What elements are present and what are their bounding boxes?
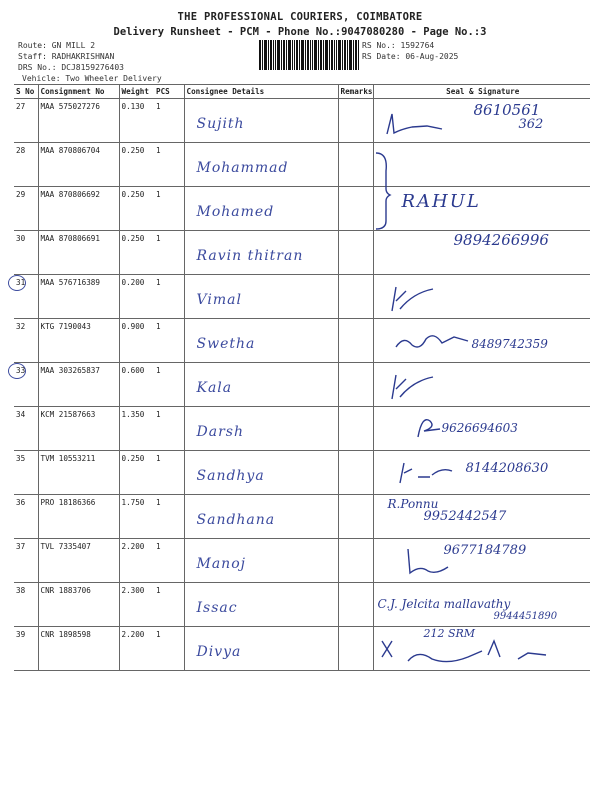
cell-remarks	[338, 627, 373, 671]
signature-phone: 9944451890	[493, 611, 558, 622]
cell-pcs: 1	[154, 451, 184, 495]
staff-label: Staff: RADHAKRISHNAN	[18, 52, 115, 61]
cell-remarks	[338, 583, 373, 627]
signature-note: 362	[518, 117, 544, 132]
circle-mark	[8, 363, 26, 379]
cell-signature	[373, 275, 590, 319]
table-row	[14, 275, 590, 319]
cell-consignment: MAA 303265837	[38, 363, 119, 407]
cell-weight: 0.250	[119, 187, 154, 231]
cell-sno: 36	[14, 495, 38, 539]
cell-pcs: 1	[154, 143, 184, 187]
cell-consignee	[184, 363, 338, 407]
circle-mark	[8, 275, 26, 291]
cell-pcs: 1	[154, 99, 184, 143]
cell-pcs: 1	[154, 275, 184, 319]
cell-consignee	[184, 407, 338, 451]
table-row	[14, 231, 590, 275]
cell-consignment: MAA 576716389	[38, 275, 119, 319]
cell-signature	[373, 143, 590, 187]
cell-remarks	[338, 187, 373, 231]
runsheet-title: Delivery Runsheet - PCM - Phone No.:9047080280 - Page No.:3	[113, 26, 487, 38]
cell-pcs: 1	[154, 363, 184, 407]
cell-sno	[14, 363, 38, 407]
cell-consignment: TVL 7335407	[38, 539, 119, 583]
cell-signature	[373, 627, 590, 671]
cell-consignee	[184, 275, 338, 319]
cell-sno: 30	[14, 231, 38, 275]
signature-scribble	[388, 371, 438, 401]
cell-consignment: KTG 7190043	[38, 319, 119, 363]
cell-remarks	[338, 143, 373, 187]
sno-value: 31	[16, 278, 26, 287]
col-header-pcs: PCS	[154, 85, 184, 99]
signature-scribble	[378, 635, 568, 667]
cell-consignment: PRO 18186366	[38, 495, 119, 539]
cell-sno: 32	[14, 319, 38, 363]
signature-note: 212 SRM	[423, 627, 476, 640]
signature-scribble	[388, 283, 438, 313]
cell-consignment: MAA 870806704	[38, 143, 119, 187]
cell-signature	[373, 539, 590, 583]
cell-consignee	[184, 451, 338, 495]
col-header-weight: Weight	[119, 85, 154, 99]
cell-consignment: MAA 575027276	[38, 99, 119, 143]
col-header-remarks: Remarks	[338, 85, 373, 99]
cell-sno: 39	[14, 627, 38, 671]
consignee-name: Mohammad	[196, 160, 289, 176]
cell-pcs: 1	[154, 231, 184, 275]
signature-phone: 9952442547	[423, 509, 507, 524]
cell-pcs: 1	[154, 627, 184, 671]
col-header-sno: S No	[14, 85, 38, 99]
cell-consignment: CNR 1883706	[38, 583, 119, 627]
signature-phone: 8610561	[473, 101, 541, 119]
cell-signature	[373, 407, 590, 451]
cell-pcs: 1	[154, 319, 184, 363]
consignee-name: Mohamed	[196, 204, 275, 220]
cell-signature	[373, 319, 590, 363]
cell-weight: 0.250	[119, 231, 154, 275]
cell-pcs: 1	[154, 187, 184, 231]
cell-consignee	[184, 539, 338, 583]
col-header-consignment: Consignment No	[38, 85, 119, 99]
cell-consignee	[184, 143, 338, 187]
table-row	[14, 407, 590, 451]
signature-name: R.Ponnu	[387, 497, 439, 511]
consignee-name: Issac	[196, 600, 238, 616]
cell-weight: 0.200	[119, 275, 154, 319]
signature-scribble	[394, 327, 474, 355]
consignee-name: Sandhya	[196, 468, 265, 484]
cell-signature	[373, 231, 590, 275]
cell-weight: 0.600	[119, 363, 154, 407]
consignee-name: Manoj	[196, 556, 246, 572]
cell-remarks	[338, 539, 373, 583]
drs-label: DRS No.: DCJ8159276403	[18, 63, 124, 72]
consignee-name: Divya	[196, 644, 242, 660]
table-row	[14, 583, 590, 627]
cell-sno: 27	[14, 99, 38, 143]
cell-weight: 0.250	[119, 451, 154, 495]
cell-sno: 35	[14, 451, 38, 495]
table-row	[14, 143, 590, 187]
col-header-signature: Seal & Signature	[373, 85, 590, 99]
cell-consignment: CNR 1898598	[38, 627, 119, 671]
table-row	[14, 187, 590, 231]
consignee-name: Ravin thitran	[196, 248, 304, 264]
signature-phone: 9677184789	[443, 543, 527, 558]
rs-date: RS Date: 06-Aug-2025	[362, 52, 459, 61]
route-label: Route: GN MILL 2	[18, 41, 96, 50]
cell-weight: 0.250	[119, 143, 154, 187]
cell-sno: 29	[14, 187, 38, 231]
cell-sno: 37	[14, 539, 38, 583]
cell-weight: 0.900	[119, 319, 154, 363]
cell-consignment: MAA 870806691	[38, 231, 119, 275]
cell-consignment: KCM 21587663	[38, 407, 119, 451]
cell-sno: 34	[14, 407, 38, 451]
consignee-name: Darsh	[196, 424, 244, 440]
cell-consignee	[184, 187, 338, 231]
cell-signature	[373, 363, 590, 407]
table-row	[14, 627, 590, 671]
rs-number: RS No.: 1592764	[362, 41, 435, 50]
consignee-name: Kala	[196, 380, 233, 396]
consignee-name: Swetha	[196, 336, 256, 352]
signature-name: RAHUL	[401, 191, 481, 212]
cell-consignee	[184, 231, 338, 275]
cell-weight: 2.200	[119, 627, 154, 671]
cell-weight: 2.200	[119, 539, 154, 583]
consignee-name: Sujith	[196, 116, 245, 132]
consignee-name: Vimal	[196, 292, 242, 308]
signature-name: C.J. Jelcita mallavathy	[377, 597, 511, 611]
cell-pcs: 1	[154, 583, 184, 627]
signature-phone: 9626694603	[441, 421, 518, 435]
cell-consignee	[184, 583, 338, 627]
cell-consignee	[184, 319, 338, 363]
table-row	[14, 495, 590, 539]
cell-pcs: 1	[154, 495, 184, 539]
cell-signature	[373, 451, 590, 495]
table-row	[14, 99, 590, 143]
cell-remarks	[338, 407, 373, 451]
runsheet-table	[14, 84, 590, 671]
table-row	[14, 539, 590, 583]
cell-sno	[14, 275, 38, 319]
signature-phone: 8489742359	[471, 337, 548, 351]
sno-value: 33	[16, 366, 26, 375]
cell-signature	[373, 99, 590, 143]
vehicle-label: Vehicle: Two Wheeler Delivery	[22, 74, 162, 83]
signature-scribble	[382, 109, 452, 139]
barcode	[259, 40, 359, 70]
cell-consignee	[184, 627, 338, 671]
cell-consignee	[184, 495, 338, 539]
signature-scribble	[396, 459, 456, 487]
cell-remarks	[338, 363, 373, 407]
cell-consignment: TVM 10553211	[38, 451, 119, 495]
cell-remarks	[338, 275, 373, 319]
cell-weight: 0.130	[119, 99, 154, 143]
table-row	[14, 363, 590, 407]
cell-signature	[373, 583, 590, 627]
cell-pcs: 1	[154, 539, 184, 583]
company-name: THE PROFESSIONAL COURIERS, COIMBATORE	[177, 11, 423, 23]
cell-remarks	[338, 319, 373, 363]
cell-remarks	[338, 231, 373, 275]
consignee-name: Sandhana	[196, 512, 276, 528]
cell-consignment: MAA 870806692	[38, 187, 119, 231]
table-header-row	[14, 85, 590, 99]
cell-signature	[373, 495, 590, 539]
table-row	[14, 451, 590, 495]
table-row	[14, 319, 590, 363]
cell-signature	[373, 187, 590, 231]
cell-pcs: 1	[154, 407, 184, 451]
cell-remarks	[338, 495, 373, 539]
cell-sno: 28	[14, 143, 38, 187]
signature-scribble	[414, 411, 444, 441]
cell-weight: 1.750	[119, 495, 154, 539]
cell-sno: 38	[14, 583, 38, 627]
signature-phone: 8144208630	[465, 461, 549, 476]
col-header-consignee: Consignee Details	[184, 85, 338, 99]
cell-remarks	[338, 451, 373, 495]
cell-remarks	[338, 99, 373, 143]
cell-weight: 1.350	[119, 407, 154, 451]
signature-phone: 9894266996	[453, 231, 549, 249]
cell-weight: 2.300	[119, 583, 154, 627]
cell-consignee	[184, 99, 338, 143]
